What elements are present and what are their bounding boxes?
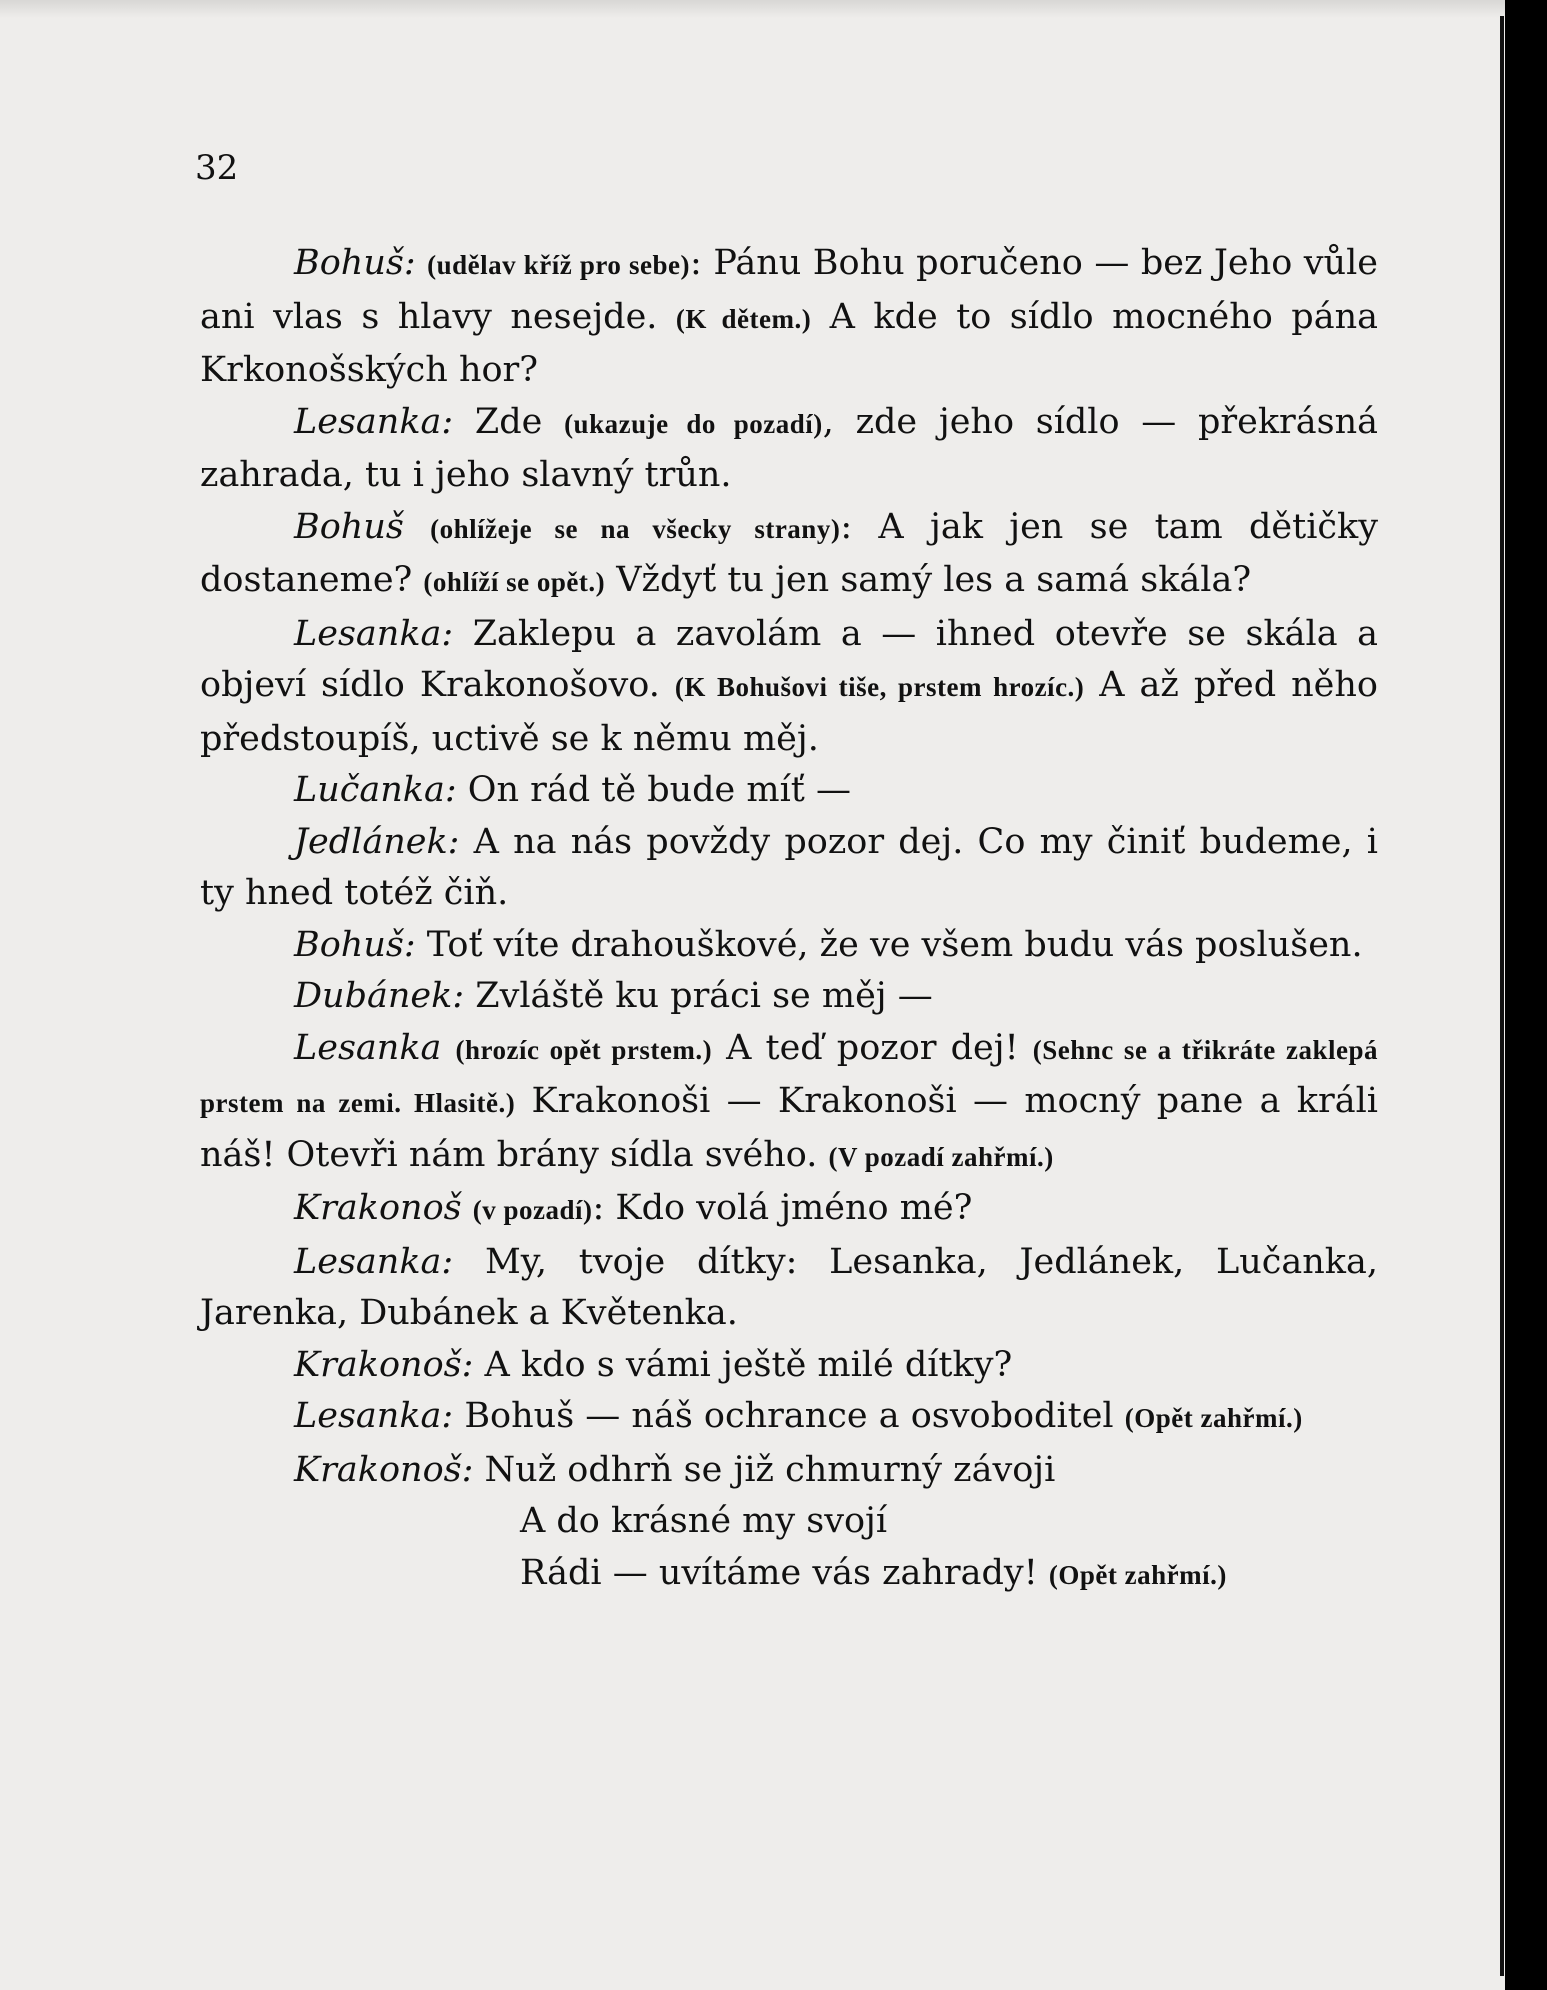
dialogue-paragraph (200, 1237, 1378, 1340)
dialogue-paragraph (200, 1023, 1378, 1184)
stage-direction: (ukazuje do pozadí) (564, 408, 823, 439)
speaker-name: Krakonoš: (294, 1449, 474, 1490)
dialogue-paragraph (200, 502, 1378, 609)
speaker-name: Lesanka: (294, 613, 454, 654)
stage-direction: (Opět zahřmí.) (1048, 1559, 1227, 1590)
dialogue-paragraph (200, 1183, 1378, 1237)
dialogue-paragraph (200, 397, 1378, 502)
dialogue-line (416, 243, 428, 283)
dialogue-line: A až před něho předstoupíš, uctivě se k němu měj. (200, 665, 1378, 759)
page-top-edge (0, 0, 1505, 18)
dialogue-paragraph (200, 765, 1378, 817)
page-number: 32 (195, 148, 239, 188)
stage-direction: (ohlíží se opět.) (423, 567, 606, 597)
dialogue-line: : Kdo volá jméno mé? (592, 1188, 973, 1228)
speaker-name: Lučanka: (294, 770, 457, 810)
dialogue-line: A kdo s vámi ještě milé dítky? (473, 1344, 1013, 1385)
speaker-name: Krakonoš (294, 1188, 462, 1228)
dialogue-paragraph (200, 238, 1378, 397)
dialogue-line: Bohuš — náš ochrance a osvoboditel (453, 1396, 1125, 1436)
stage-direction: (V pozadí zahřmí.) (828, 1141, 1054, 1172)
speaker-name: Krakonoš: (294, 1344, 474, 1385)
dialogue-line: : Pánu Bohu poručeno — bez Jeho vůle ani vlas s hlavy nesejde. (200, 243, 1378, 337)
dialogue-line: On rád tě bude míť — (456, 770, 851, 810)
dialogue-line: A na nás povždy pozor dej. Co my činiť budeme, i ty hned totéž čiň. (200, 821, 1378, 913)
stage-direction: (Opět zahřmí.) (1124, 1403, 1303, 1433)
speaker-name: Lesanka: (294, 401, 454, 442)
dialogue-paragraph (200, 920, 1378, 972)
dialogue-line (441, 1028, 455, 1068)
speaker-name: Bohuš: (294, 243, 416, 283)
verse-text: Rádi — uvítáme vás zahrady! (520, 1552, 1049, 1593)
dialogue-paragraph (200, 971, 1378, 1023)
verse-first-line (200, 1445, 1378, 1497)
dialogue-line: Zde (453, 401, 565, 442)
stage-direction: (K Bohušovi tiše, prstem hrozíc.) (674, 672, 1085, 702)
dialogue-line: Zaklepu a zavolám a — ihned otevře se skála a objeví sídlo Krakonošovo. (200, 613, 1378, 705)
dialogue-text (200, 238, 1378, 1601)
speaker-name: Lesanka: (294, 1241, 454, 1282)
dialogue-paragraph (200, 609, 1378, 766)
dialogue-line: Zvláště ku práci se měj — (464, 976, 933, 1016)
dialogue-line (404, 507, 430, 547)
stage-direction: (K dětem.) (675, 303, 812, 334)
dialogue-line: Vždyť tu jen samý les a samá skála? (605, 560, 1252, 600)
verse-text: A do krásné my svojí (520, 1501, 888, 1541)
speaker-name: Dubánek: (294, 976, 465, 1016)
speaker-name: Lesanka (294, 1027, 442, 1068)
dialogue-line: Krakonoši — Krakonoši — mocný pane a králi náš! Otevři nám brány sídla svého. (200, 1081, 1378, 1175)
stage-direction: (v pozadí) (472, 1195, 593, 1225)
stage-direction: (Sehnc se a třikráte zaklepá prstem na zemi. Hlasitě.) (200, 1034, 1378, 1118)
dialogue-paragraph (200, 817, 1378, 920)
dialogue-line: A teď pozor dej! (712, 1027, 1033, 1068)
stage-direction: (ohlížeje se na všecky strany) (430, 513, 841, 544)
speaker-name: Bohuš (294, 506, 404, 547)
dialogue-line (462, 1188, 473, 1228)
speaker-name: Lesanka: (294, 1396, 454, 1436)
stage-direction: (udělav kříž pro sebe) (427, 250, 691, 280)
verse-text: Nuž odhrň se již chmurný závoji (473, 1449, 1056, 1490)
dialogue-paragraphs (200, 238, 1378, 1445)
dialogue-line: Toť víte drahouškové, že ve všem budu vás poslušen. (415, 924, 1363, 965)
dialogue-line: : A jak jen se tam dětičky dostaneme? (200, 506, 1378, 600)
speaker-name: Bohuš: (294, 924, 416, 965)
stage-direction: (hrozíc opět prstem.) (455, 1034, 713, 1065)
verse-line (520, 1496, 1378, 1548)
verse-line (520, 1548, 1378, 1602)
binding-edge-line (1500, 16, 1504, 1976)
dialogue-line: My, tvoje dítky: Lesanka, Jedlánek, Lučanka, Jarenka, Dubánek a Květenka. (200, 1241, 1378, 1333)
dialogue-line: A kde to sídlo mocného pána Krkonošských hor? (200, 296, 1378, 390)
dialogue-line: , zde jeho sídlo — překrásná zahrada, tu i jeho slavný trůn. (200, 401, 1378, 495)
dialogue-paragraph (200, 1340, 1378, 1392)
dialogue-paragraph (200, 1391, 1378, 1445)
speaker-name: Jedlánek: (294, 821, 460, 862)
book-binding (1505, 0, 1547, 1990)
